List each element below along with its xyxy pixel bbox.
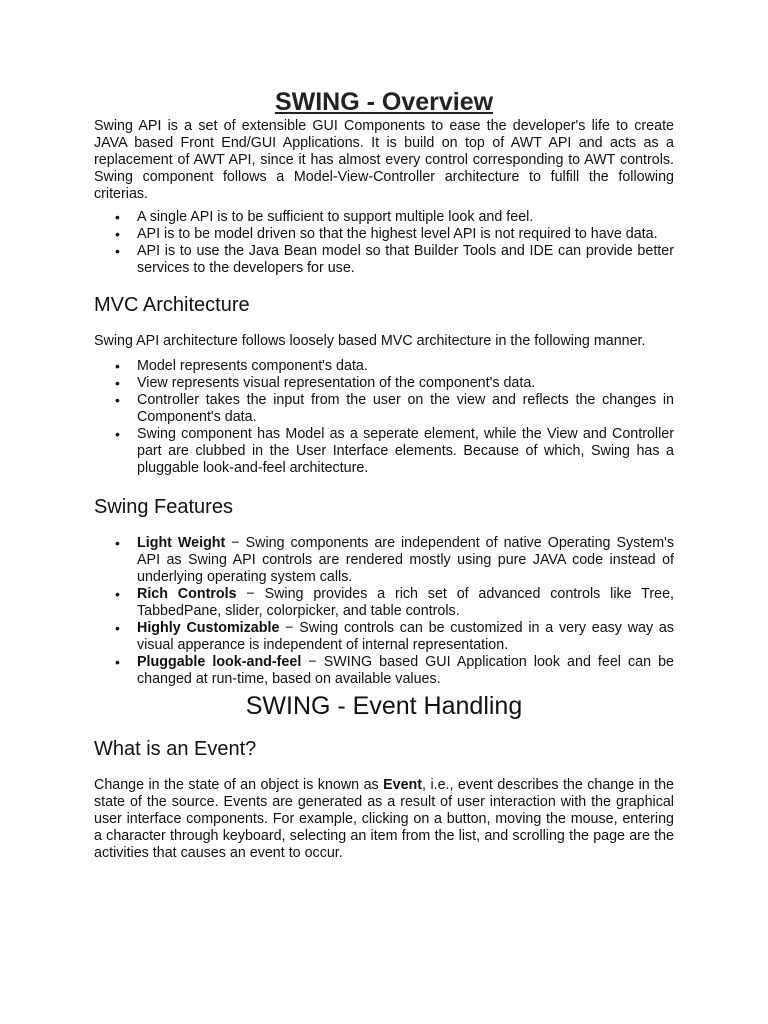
list-item: • Controller takes the input from the user on the view and reflects the changes in Component's data. [137,392,674,426]
event-term: Event [383,777,423,793]
mvc-intro-paragraph: Swing API architecture follows loosely based MVC architecture in the following manner. [94,333,646,349]
feature-text: − Swing provides a rich set of advanced controls like Tree, TabbedPane, slider, colorpicker, and table controls. [137,586,674,619]
mvc-heading: MVC Architecture [94,294,250,316]
event-handling-heading: SWING - Event Handling [245,692,523,720]
list-item: • Model represents component's data. [137,358,674,375]
feature-text: − Swing controls can be customized in a very easy way as visual apperance is independent of internal representation. [137,620,674,653]
event-text-after: , i.e., event describes the change in the state of the source. Events are generated as a result of user interaction with the graphical user interface components. For example, clicking on a button, moving the mouse, entering a character through keyboard, selecting an item from the list, and scrolling the page are the activities that causes an event to occur. [94,777,675,861]
list-item [137,620,674,654]
event-text-before: Change in the state of an object is known as [94,777,384,793]
list-item [137,535,674,586]
list-item [137,654,674,688]
page-title: SWING - Overview [274,88,494,116]
features-heading: Swing Features [94,496,233,518]
list-item: • API is to be model driven so that the highest level API is not required to have data. [137,226,674,243]
feature-term: Highly Customizable [137,620,280,636]
features-list [94,535,674,688]
list-item: • View represents visual representation of the component's data. [137,375,674,392]
feature-term: Light Weight [137,535,226,551]
event-paragraph [94,777,674,862]
feature-term: Rich Controls [137,586,237,602]
list-item: • API is to use the Java Bean model so that Builder Tools and IDE can provide better services to the developers for use. [137,243,674,277]
feature-text: − Swing components are independent of native Operating System's API as Swing API controls are rendered mostly using pure JAVA code instead of underlying operating system calls. [137,535,674,585]
criteria-list [94,209,674,277]
feature-text: − SWING based GUI Application look and feel can be changed at run-time, based on available values. [137,654,674,687]
list-item [137,586,674,620]
intro-paragraph: Swing API is a set of extensible GUI Components to ease the developer's life to create JAVA based Front End/GUI Applications. It is build on top of AWT API and acts as a replacement of AWT API, since it has almost every control corresponding to AWT controls. Swing component follows a Model-View-Controller architecture to fulfill the following criterias. [94,118,674,202]
list-item: • Swing component has Model as a seperate element, while the View and Controller part are clubbed in the User Interface elements. Because of which, Swing has a pluggable look-and-feel architecture. [137,426,674,477]
what-is-event-heading: What is an Event? [94,738,257,760]
list-item: • A single API is to be sufficient to support multiple look and feel. [137,209,674,226]
feature-term: Pluggable look-and-feel [137,654,302,670]
mvc-list [94,358,674,477]
